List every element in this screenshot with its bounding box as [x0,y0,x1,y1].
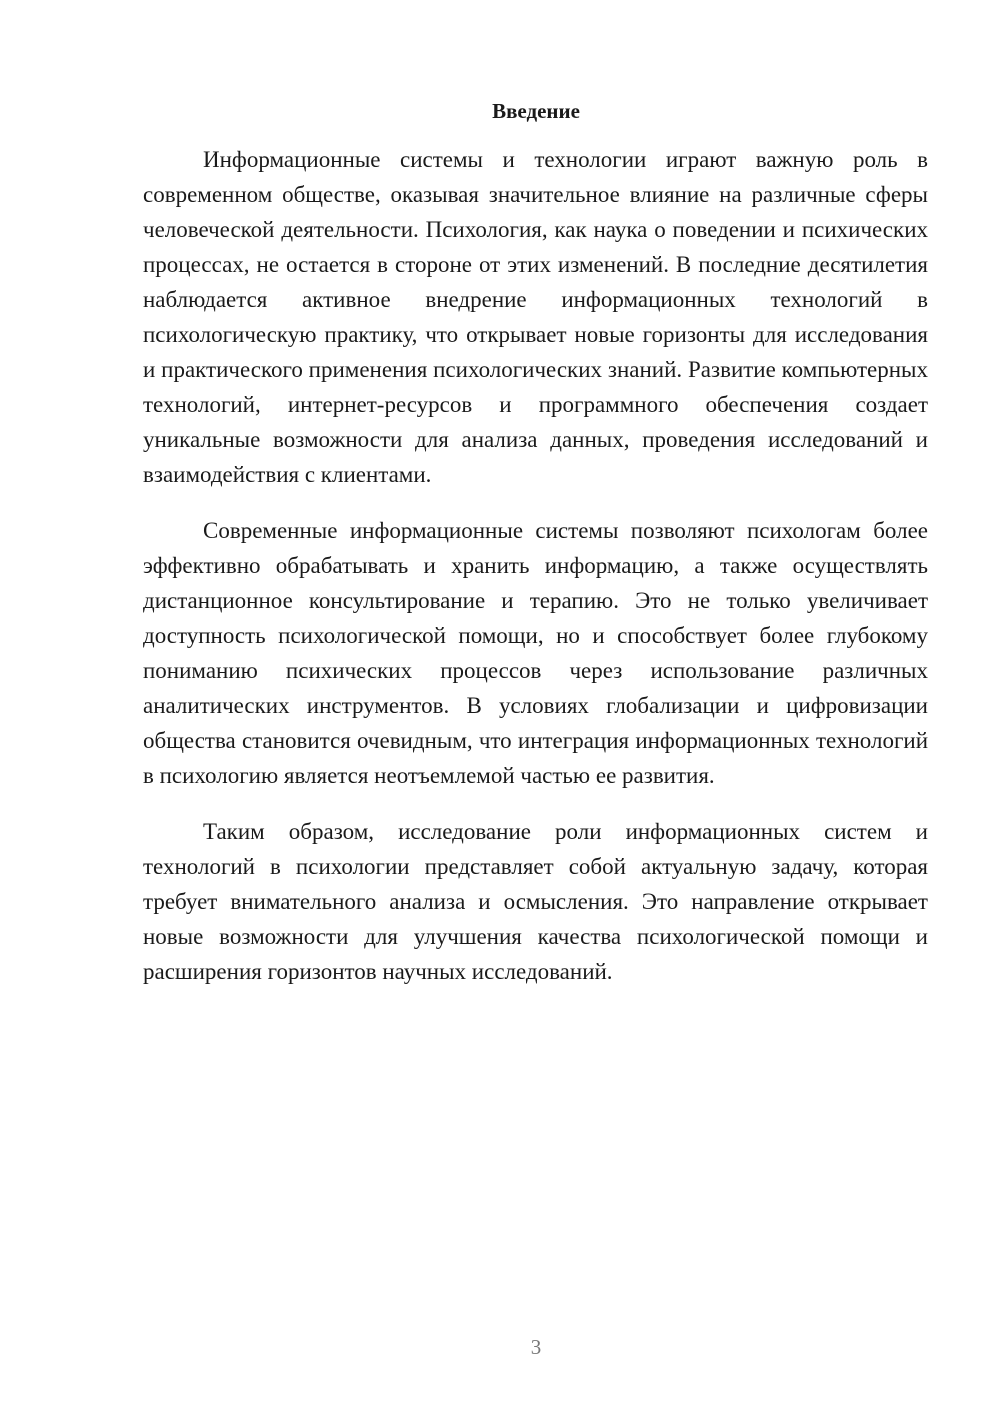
body-text [143,142,928,989]
section-heading: Введение [492,99,580,123]
paragraph-2: Современные информационные системы позволяют психологам более эффективно обрабатывать и хранить информацию, а также осуществлять дистанционное консультирование и терапию. Это не только увеличивает доступность психологической помощи, но и способствует более глубокому пониманию психических процессов через использование различных аналитических инструментов. В условиях глобализации и цифровизации общества становится очевидным, что интеграция информационных технологий в психологию является неотъемлемой частью ее развития. [143,518,928,788]
paragraph-1: Информационные системы и технологии играют важную роль в современном обществе, оказывая значительное влияние на различные сферы человеческой деятельности. Психология, как наука о поведении и психических процессах, не остается в стороне от этих изменений. В последние десятилетия наблюдается активное внедрение информационных технологий в психологическую практику, что открывает новые горизонты для исследования и практического применения психологических знаний. Развитие компьютерных технологий, интернет-ресурсов и программного обеспечения создает уникальные возможности для анализа данных, проведения исследований и взаимодействия с клиентами. [143,147,928,487]
paragraph-3: Таким образом, исследование роли информационных систем и технологий в психологии представляет собой актуальную задачу, которая требует внимательного анализа и осмысления. Это направление открывает новые возможности для улучшения качества психологической помощи и расширения горизонтов научных исследований. [143,819,928,984]
page-number: 3 [530,1335,542,1359]
